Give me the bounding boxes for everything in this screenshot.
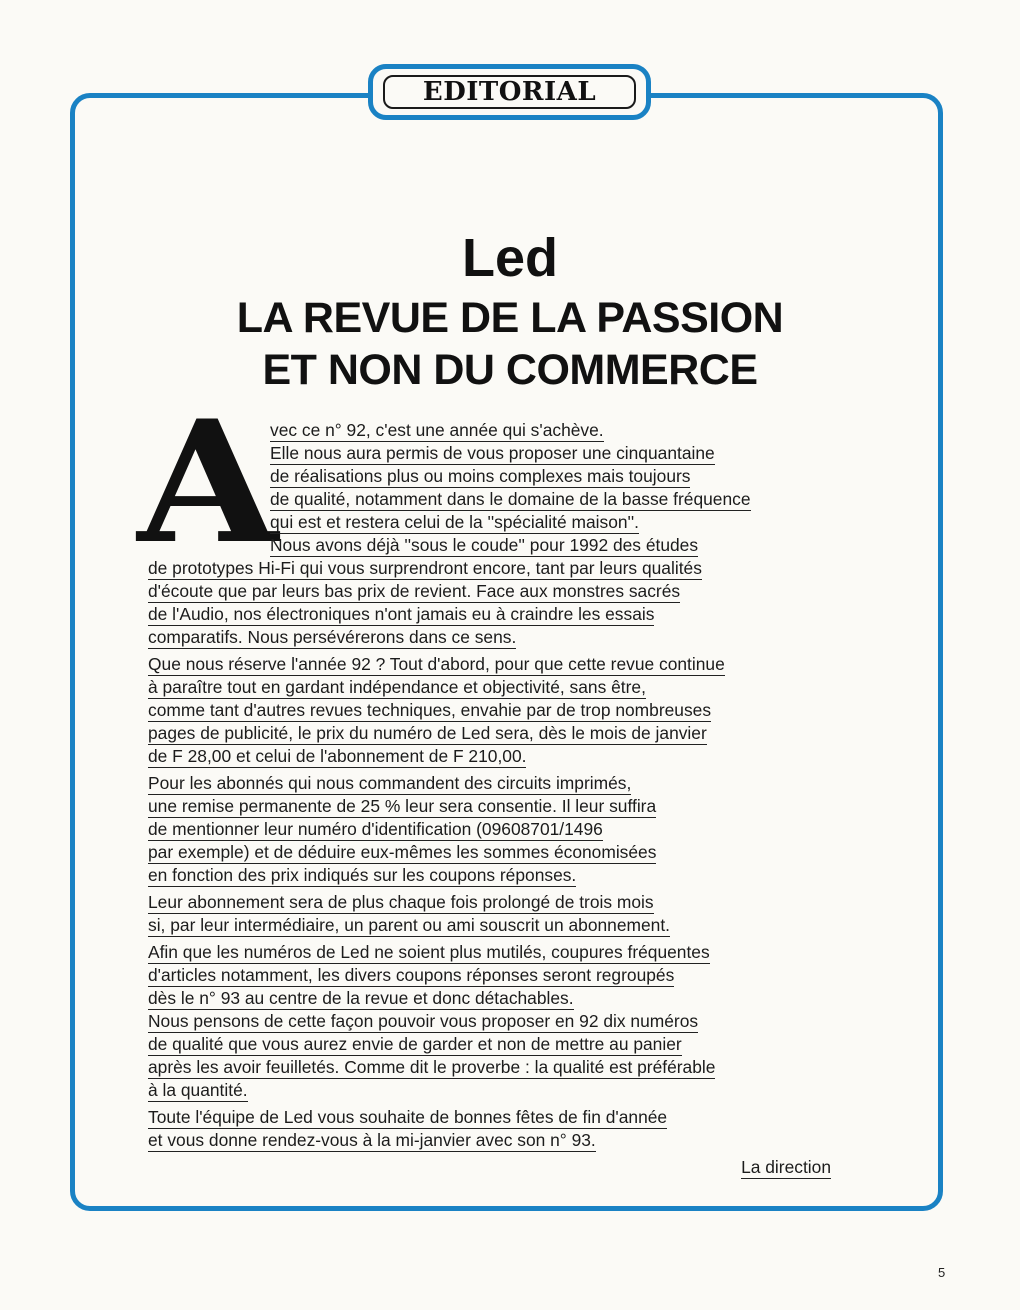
body-line: d'écoute que par leurs bas prix de revient. Face aux monstres sacrés [148, 581, 681, 601]
body-line: de prototypes Hi-Fi qui vous surprendront encore, tant par leurs qualités [148, 558, 702, 578]
headline [0, 292, 1020, 396]
magazine-brand: Led [461, 228, 558, 288]
body-line: vec ce n° 92, c'est une année qui s'achève. [270, 420, 604, 440]
body-line: Toute l'équipe de Led vous souhaite de bonnes fêtes de fin d'année [148, 1107, 668, 1127]
body-line: qui est et restera celui de la ''spécialité maison''. [270, 512, 640, 532]
body-line: de F 28,00 et celui de l'abonnement de F 210,00. [148, 746, 527, 766]
body-line: en fonction des prix indiqués sur les coupons réponses. [148, 865, 577, 885]
body-line: Nous pensons de cette façon pouvoir vous proposer en 92 dix numéros [148, 1011, 699, 1031]
page-number: 5 [938, 1265, 946, 1280]
body-line: de qualité, notamment dans le domaine de la basse fréquence [270, 489, 751, 509]
headline-line-1: LA REVUE DE LA PASSION [236, 294, 784, 342]
body-line: et vous donne rendez-vous à la mi-janvier avec son n° 93. [148, 1130, 596, 1150]
body-line: pages de publicité, le prix du numéro de Led sera, dès le mois de janvier [148, 723, 707, 743]
body-line: à paraître tout en gardant indépendance et objectivité, sans être, [148, 677, 646, 697]
editorial-body [148, 419, 848, 1179]
body-line: Nous avons déjà ''sous le coude'' pour 1992 des études [270, 535, 699, 555]
body-line: de qualité que vous aurez envie de garder et non de mettre au panier [148, 1034, 682, 1054]
body-line: dès le n° 93 au centre de la revue et donc détachables. [148, 988, 574, 1008]
body-line: de l'Audio, nos électroniques n'ont jamais eu à craindre les essais [148, 604, 655, 624]
body-line: après les avoir feuilletés. Comme dit le proverbe : la qualité est préférable [148, 1057, 716, 1077]
body-line: comparatifs. Nous persévérerons dans ce sens. [148, 627, 517, 647]
body-line: de mentionner leur numéro d'identification (09608701/1496 [148, 819, 603, 839]
drop-cap: A [137, 383, 279, 581]
body-line: une remise permanente de 25 % leur sera consentie. Il leur suffira [148, 796, 657, 816]
body-line: Afin que les numéros de Led ne soient plus mutilés, coupures fréquentes [148, 942, 710, 962]
body-line: d'articles notamment, les divers coupons réponses seront regroupés [148, 965, 675, 985]
body-line: par exemple) et de déduire eux-mêmes les sommes économisées [148, 842, 657, 862]
body-line: à la quantité. [148, 1080, 248, 1100]
editorial-tab [368, 64, 651, 120]
body-line: si, par leur intermédiaire, un parent ou ami souscrit un abonnement. [148, 915, 670, 935]
body-line: Pour les abonnés qui nous commandent des circuits imprimés, [148, 773, 632, 793]
body-line: de réalisations plus ou moins complexes mais toujours [270, 466, 691, 486]
body-line: comme tant d'autres revues techniques, envahie par de trop nombreuses [148, 700, 712, 720]
body-line: Leur abonnement sera de plus chaque fois prolongé de trois mois [148, 892, 654, 912]
headline-line-2: ET NON DU COMMERCE [262, 346, 758, 394]
body-line: Que nous réserve l'année 92 ? Tout d'abord, pour que cette revue continue [148, 654, 725, 674]
editorial-tab-label: EDITORIAL [383, 75, 636, 109]
body-line: Elle nous aura permis de vous proposer une cinquantaine [270, 443, 715, 463]
signature: La direction [741, 1157, 831, 1177]
